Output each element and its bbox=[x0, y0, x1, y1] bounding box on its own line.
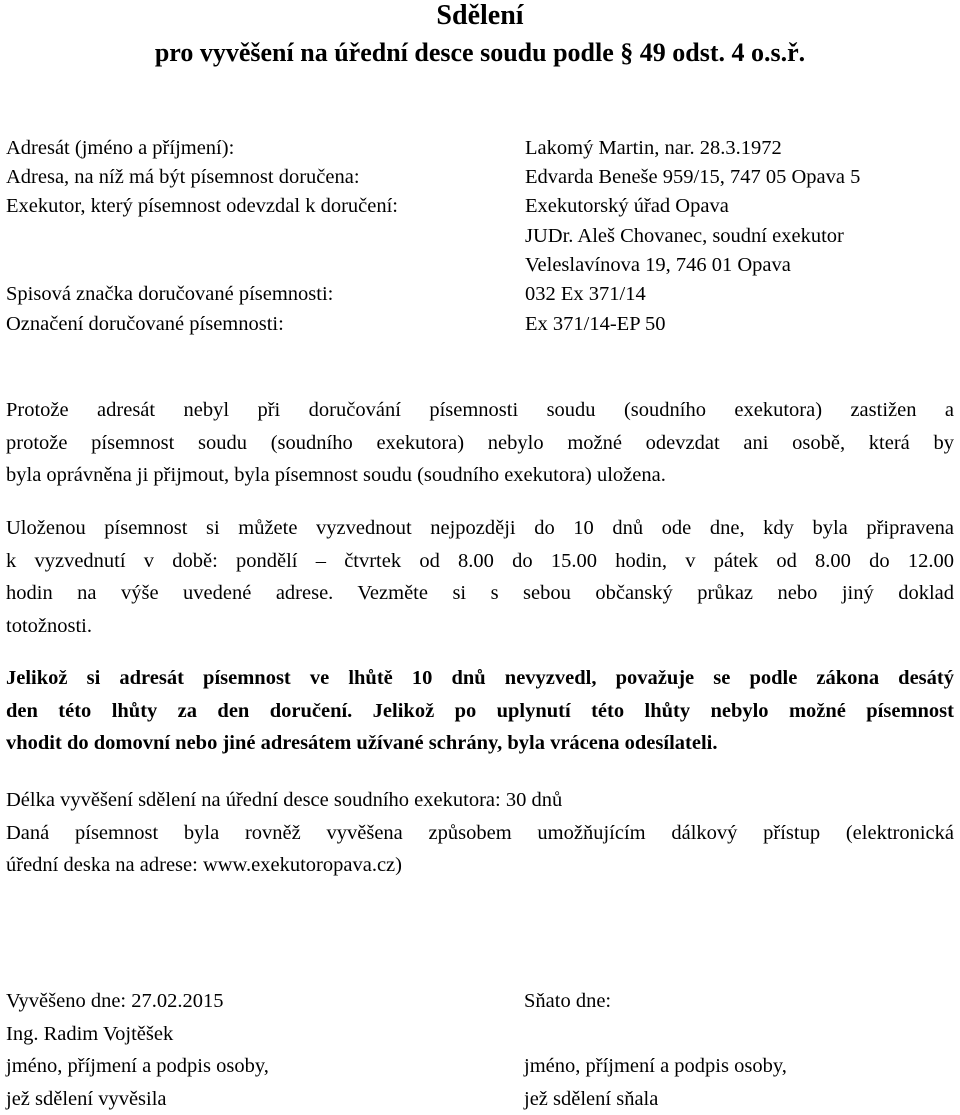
paragraph-line: úřední deska na adrese: www.exekutoropava.cz) bbox=[6, 849, 954, 882]
paragraph-line: Délka vyvěšení sdělení na úřední desce soudního exekutora: 30 dnů bbox=[6, 784, 954, 817]
addressee-row bbox=[6, 137, 956, 167]
paragraph-line: byla oprávněna ji přijmout, byla písemnost soudu (soudního exekutora) uložena. bbox=[6, 459, 954, 492]
document-id-label: Označení doručované písemnosti: bbox=[6, 313, 284, 336]
executor-row bbox=[6, 195, 956, 225]
addressee-label: Adresát (jméno a příjmení): bbox=[6, 137, 234, 160]
paragraph-line: Daná písemnost byla rovněž vyvěšena způsobem umožňujícím dálkový přístup (elektronická bbox=[6, 817, 954, 850]
posted-caption: jež sdělení vyvěsila bbox=[6, 1083, 269, 1115]
document-title: Sdělení bbox=[0, 0, 960, 32]
signature-posted-block bbox=[6, 985, 269, 1115]
signature-removed-block bbox=[524, 985, 787, 1115]
executor-name: JUDr. Aleš Chovanec, soudní exekutor bbox=[525, 225, 844, 248]
executor-address: Veleslavínova 19, 746 01 Opava bbox=[525, 254, 791, 277]
paragraph-line: totožnosti. bbox=[6, 610, 954, 643]
executor-label: Exekutor, který písemnost odevzdal k doručení: bbox=[6, 195, 398, 218]
address-value: Edvarda Beneše 959/15, 747 05 Opava 5 bbox=[525, 166, 860, 189]
paragraph-line: k vyzvednutí v době: pondělí – čtvrtek od 8.00 do 15.00 hodin, v pátek od 8.00 do 12.00 bbox=[6, 545, 954, 578]
address-label: Adresa, na níž má být písemnost doručena: bbox=[6, 166, 360, 189]
removed-caption: jež sdělení sňala bbox=[524, 1083, 787, 1115]
address-row bbox=[6, 166, 956, 196]
paragraph-line: hodin na výše uvedené adrese. Vezměte si s sebou občanský průkaz nebo jiný doklad bbox=[6, 577, 954, 610]
document-id-row bbox=[6, 313, 956, 343]
executor-office: Exekutorský úřad Opava bbox=[525, 195, 729, 218]
removed-caption: jméno, příjmení a podpis osoby, bbox=[524, 1050, 787, 1083]
paragraph-line: Protože adresát nebyl při doručování písemnosti soudu (soudního exekutora) zastižen a bbox=[6, 394, 954, 427]
addressee-value: Lakomý Martin, nar. 28.3.1972 bbox=[525, 137, 782, 160]
paragraph-pickup bbox=[6, 512, 954, 642]
file-number-value: 032 Ex 371/14 bbox=[525, 283, 646, 306]
document-subtitle: pro vyvěšení na úřední desce soudu podle § 49 odst. 4 o.s.ř. bbox=[0, 38, 960, 68]
removed-date: Sňato dne: bbox=[524, 985, 787, 1018]
paragraph-returned bbox=[6, 662, 954, 760]
paragraph-posting bbox=[6, 784, 954, 882]
paragraph-not-reached bbox=[6, 394, 954, 492]
file-number-label: Spisová značka doručované písemnosti: bbox=[6, 283, 333, 306]
posted-date: Vyvěšeno dne: 27.02.2015 bbox=[6, 985, 269, 1018]
executor-name-row bbox=[6, 225, 956, 255]
posted-name: Ing. Radim Vojtěšek bbox=[6, 1018, 269, 1051]
document-id-value: Ex 371/14-EP 50 bbox=[525, 313, 665, 336]
paragraph-line: Uloženou písemnost si můžete vyzvednout nejpozději do 10 dnů ode dne, kdy byla připravena bbox=[6, 512, 954, 545]
paragraph-line: Jelikož si adresát písemnost ve lhůtě 10 dnů nevyzvedl, považuje se podle zákona desátý bbox=[6, 662, 954, 695]
executor-address-row bbox=[6, 254, 956, 284]
paragraph-line: protože písemnost soudu (soudního exekutora) nebylo možné odevzdat ani osobě, která by bbox=[6, 427, 954, 460]
removed-name-blank bbox=[524, 1018, 787, 1051]
paragraph-line: den této lhůty za den doručení. Jelikož po uplynutí této lhůty nebylo možné písemnost bbox=[6, 695, 954, 728]
posted-caption: jméno, příjmení a podpis osoby, bbox=[6, 1050, 269, 1083]
file-number-row bbox=[6, 283, 956, 313]
paragraph-line: vhodit do domovní nebo jiné adresátem užívané schrány, byla vrácena odesílateli. bbox=[6, 727, 954, 760]
